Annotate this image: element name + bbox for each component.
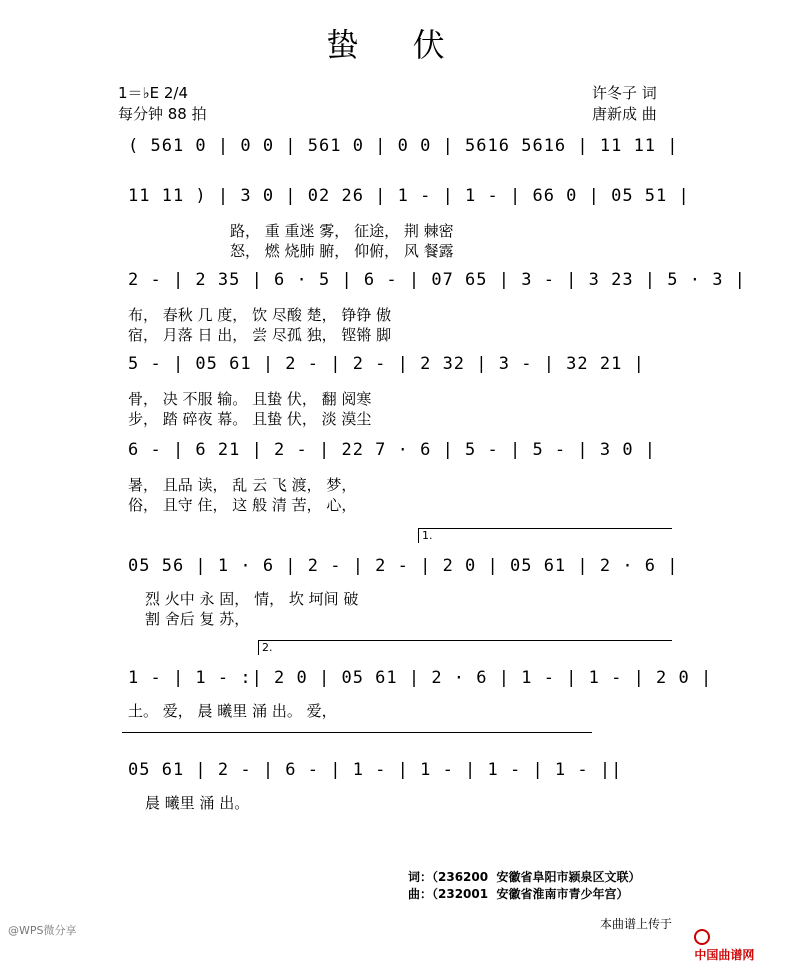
site-brand-text: 中国曲谱网 (694, 948, 755, 962)
page-title: 蛰 伏 (326, 26, 467, 64)
lyrics-verse-2: 宿， 月落 日 出， 尝 尽孤 独， 铿锵 脚 (128, 326, 392, 344)
notation-line: 05 56 | 1 · 6 | 2 - | 2 - | 2 0 | 05 61 | 2 · 6 | (128, 556, 679, 576)
key-signature: 1＝♭E 2/4 (118, 84, 189, 102)
wps-watermark: @WPS微分享 (8, 924, 77, 937)
lyrics-verse-1: 烈 火中 永 固， 情， 坎 坷间 破 (145, 590, 359, 608)
notation-line: 1 - | 1 - :| 2 0 | 05 61 | 2 · 6 | 1 - | 1 - | 2 0 | (128, 668, 713, 688)
site-logo (686, 915, 754, 963)
site-logo-icon (694, 929, 710, 945)
notation-line: 05 61 | 2 - | 6 - | 1 - | 1 - | 1 - | 1 - || (128, 760, 623, 780)
notation-line: 6 - | 6 21 | 2 - | 22 7 · 6 | 5 - | 5 - | 3 0 | (128, 440, 657, 460)
volta-second-ending: 2. (258, 640, 672, 655)
lyrics-verse-1: 骨， 决 不服 输。 且蛰 伏， 翻 阅寒 (128, 390, 372, 408)
notation-line: 2 - | 2 35 | 6 · 5 | 6 - | 07 65 | 3 - | 3 23 | 5 · 3 | (128, 270, 746, 290)
tempo-marking: 每分钟 88 拍 (118, 105, 207, 123)
notation-line: 11 11 ) | 3 0 | 02 26 | 1 - | 1 - | 66 0 | 05 51 | (128, 186, 690, 206)
lyrics-verse-2: 割 舍后 复 苏， (145, 610, 250, 628)
lyrics-verse-2: 俗， 且守 住， 这 般 清 苦， 心， (128, 496, 357, 514)
lyricist-credit: 许冬子 词 (592, 84, 657, 102)
volta-first-ending: 1. (418, 528, 672, 543)
composer-address: 曲：（232001 安徽省淮南市青少年宫） (408, 887, 629, 901)
upload-note: 本曲谱上传于 (600, 917, 673, 931)
lyrics-verse-1: 布， 春秋 几 度， 饮 尽酸 楚， 铮铮 傲 (128, 306, 392, 324)
volta-extension-line (122, 732, 592, 733)
notation-line: ( 561 0 | 0 0 | 561 0 | 0 0 | 5616 5616 | 11 11 | (128, 136, 679, 156)
lyrics-verse-2: 怒， 燃 烧肺 腑， 仰俯， 风 餐露 (230, 242, 454, 260)
lyrics-verse-1: 暑， 且品 读， 乱 云 飞 渡， 梦， (128, 476, 357, 494)
composer-credit: 唐新成 曲 (592, 105, 657, 123)
lyrics-verse-1: 土。 爱， 晨 曦里 涌 出。 爱， (128, 702, 337, 720)
lyrics-verse-1: 路， 重 重迷 雾， 征途， 荆 棘密 (230, 222, 454, 240)
lyrics-verse-1: 晨 曦里 涌 出。 (145, 794, 250, 812)
lyricist-address: 词：（236200 安徽省阜阳市颍泉区文联） (408, 870, 641, 884)
notation-line: 5 - | 05 61 | 2 - | 2 - | 2 32 | 3 - | 32 21 | (128, 354, 645, 374)
lyrics-verse-2: 步， 踏 碎夜 幕。 且蛰 伏， 淡 漠尘 (128, 410, 372, 428)
